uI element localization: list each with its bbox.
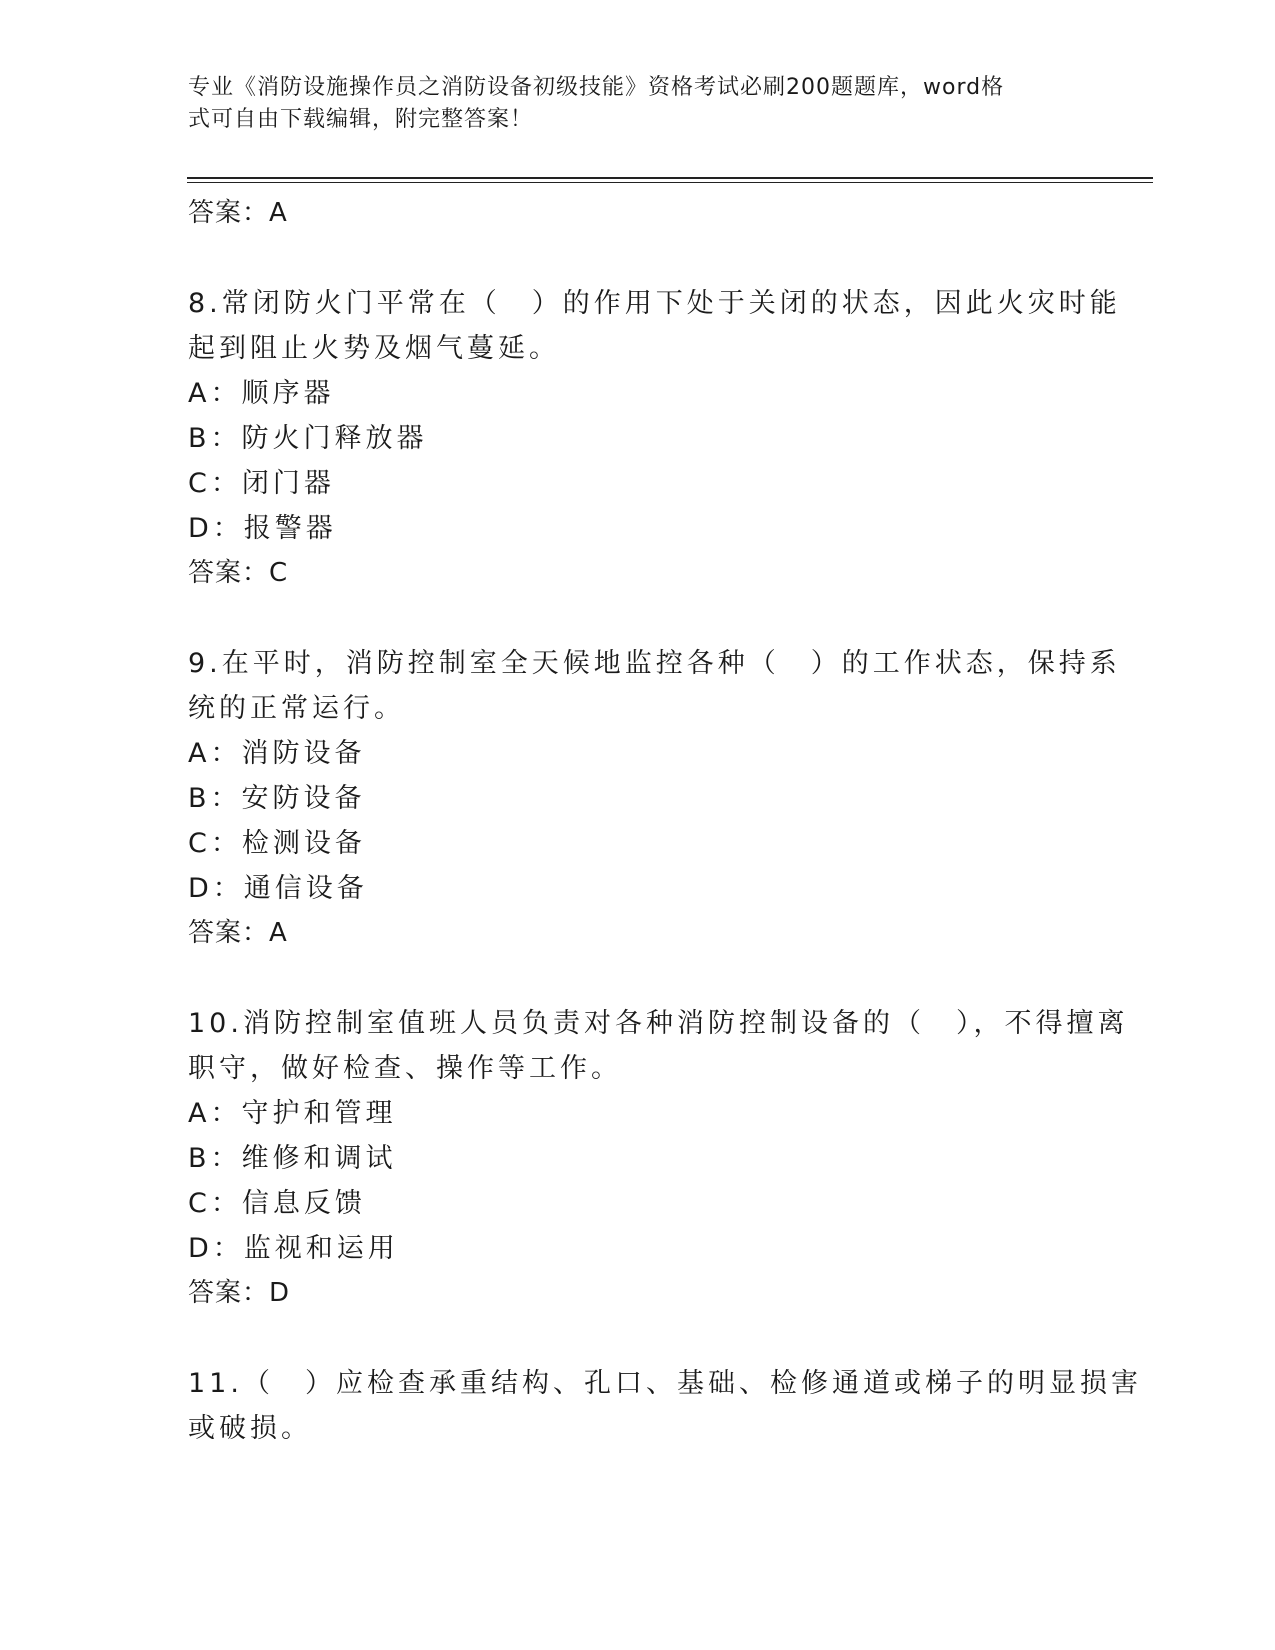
question-8-stem-line-2: 起到阻止火势及烟气蔓延。	[188, 333, 560, 364]
question-10-stem-line-1: 10.消防控制室值班人员负责对各种消防控制设备的（ ），不得擅离	[188, 1008, 1129, 1039]
question-10-option-b: B：维修和调试	[188, 1143, 397, 1174]
question-10-option-a: A：守护和管理	[188, 1098, 397, 1129]
question-9-answer: 答案：A	[188, 918, 288, 948]
question-10-stem-line-2: 职守，做好检查、操作等工作。	[188, 1053, 622, 1084]
question-9-stem-line-1: 9.在平时，消防控制室全天候地监控各种（ ）的工作状态，保持系	[188, 648, 1121, 679]
question-8-option-a: A：顺序器	[188, 378, 335, 409]
question-8-stem-line-1: 8.常闭防火门平常在（ ）的作用下处于关闭的状态，因此火灾时能	[188, 288, 1121, 319]
header-divider-thick	[187, 177, 1153, 179]
question-9-option-c: C：检测设备	[188, 828, 366, 859]
question-9-option-d: D：通信设备	[188, 873, 368, 904]
question-11-stem-line-1: 11.（ ）应检查承重结构、孔口、基础、检修通道或梯子的明显损害	[188, 1368, 1142, 1399]
question-8-option-b: B：防火门释放器	[188, 423, 428, 454]
header-divider-thin	[187, 182, 1153, 183]
question-8-answer: 答案：C	[188, 558, 289, 588]
question-10-answer: 答案：D	[188, 1278, 291, 1308]
question-9-option-a: A：消防设备	[188, 738, 366, 769]
question-8-option-c: C：闭门器	[188, 468, 335, 499]
question-10-option-c: C：信息反馈	[188, 1188, 366, 1219]
header-line-2: 式可自由下载编辑，附完整答案！	[188, 107, 534, 132]
answer-previous: 答案：A	[188, 198, 288, 228]
header-line-1: 专业《消防设施操作员之消防设备初级技能》资格考试必刷200题题库，word格	[188, 75, 1005, 100]
question-9-option-b: B：安防设备	[188, 783, 366, 814]
question-10-option-d: D：监视和运用	[188, 1233, 399, 1264]
question-11-stem-line-2: 或破损。	[188, 1413, 312, 1444]
question-9-stem-line-2: 统的正常运行。	[188, 693, 405, 724]
question-8-option-d: D：报警器	[188, 513, 337, 544]
page-header	[188, 72, 1068, 136]
